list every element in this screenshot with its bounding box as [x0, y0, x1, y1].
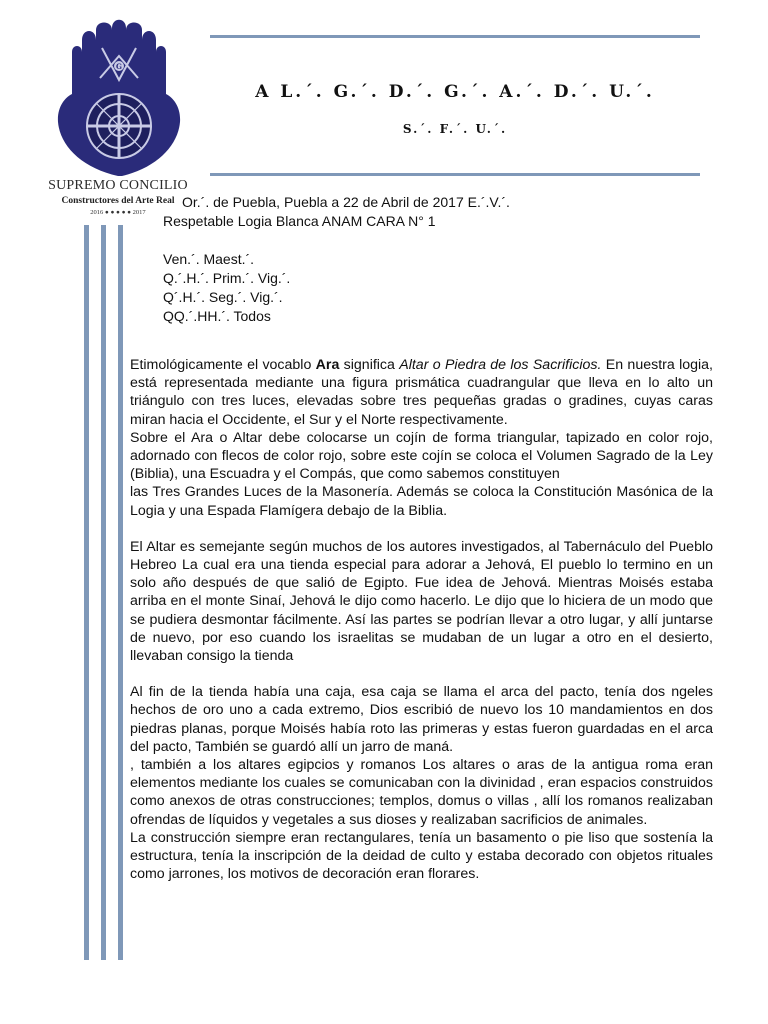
salutation-item: Q.´.H.´. Prim.´. Vig.´. [163, 270, 291, 286]
logo-title: SUPREMO CONCILIO [48, 178, 188, 193]
paragraph: , también a los altares egipcios y romanos Los altares o aras de la antigua roma eran elementos mediante los cuales se comunicaban con la divinidad , eran espacios construidos como anexos de otras construcciones; templos, domus o villas , allí los romanos realizaban ofrendas de líquidos y vegetales a sus dioses y realizaban sacrificios de animales. [130, 757, 713, 828]
salutation-item: Ven.´. Maest.´. [163, 251, 255, 267]
letter-body [130, 356, 713, 883]
logo-subtitle: Constructores del Arte Real [61, 196, 175, 206]
paragraph: El Altar es semejante según muchos de los autores investigados, al Tabernáculo del Pueblo Hebreo La cual era una tienda especial para adorar a Jehová, El pueblo lo termino en un solo año después de que salió de Egipto. Fue idea de Jehová. Mientras Moisés estaba arriba en el monte Sinaí, Jehová le dijo como hacerlo. Le dijo que lo hiciera de un modo que se pudiera desmontar fácilmente. Así las partes se podrían llevar a otro lugar, y allí juntarse de nuevo, por eso cuando los israelitas se mudaban de un lugar a otro en el desierto, llevaban consigo la tienda [130, 538, 713, 665]
salutation-item: QQ.´.HH.´. Todos [163, 308, 271, 324]
date-line: Or.´. de Puebla, Puebla a 22 de Abril de 2017 E.´.V.´. [182, 194, 510, 210]
header-bottom-rule [210, 173, 700, 176]
paragraph: Etimológicamente el vocablo Ara significa Altar o Piedra de los Sacrificios. En nuestra logia, está representada mediante una figura prismática cuadrangular que lleva en lo alto un triángulo con tres luces, elevadas sobre tres pequeñas gradas o gradines, cuyas caras miran hacia el Occidente, el Sur y el Norte respectivamente. [130, 357, 713, 428]
left-decorative-bar [101, 225, 106, 960]
paragraph: las Tres Grandes Luces de la Masonería. Además se coloca la Constitución Masónica de la Logia y una Espada Flamígera debajo de la Biblia. [130, 484, 713, 519]
paragraph: Al fin de la tienda había una caja, esa caja se llama el arca del pacto, tenía dos ngeles hechos de oro uno a cada extremo, Dios escribió de nuevo los 10 mandamientos en dos piedras planas, porque Moisés había roto las primeras y estas fueron guardadas en el arca del pacto, También se guardó allí un jarro de maná. [130, 684, 713, 755]
left-decorative-bar [118, 225, 123, 960]
hamsa-emblem-icon [42, 18, 194, 180]
header-line-1: A L.´. G.´. D.´. G.´. A.´. D.´. U.´. [255, 82, 655, 102]
logo-years: 2016 ● ● ● ● ● 2017 [90, 209, 146, 216]
header-line-2: S.´. F.´. U.´. [402, 122, 508, 136]
header-top-rule [210, 35, 700, 38]
svg-text:G: G [116, 62, 122, 71]
italic-term: Altar o Piedra de los Sacrificios. [399, 357, 602, 373]
bold-term: Ara [315, 357, 340, 373]
addressee-line: Respetable Logia Blanca ANAM CARA N° 1 [163, 213, 436, 229]
paragraph: Sobre el Ara o Altar debe colocarse un cojín de forma triangular, tapizado en color rojo, adornado con flecos de color rojo, sobre este cojín se coloca el Volumen Sagrado de la Ley (Biblia), una Escuadra y el Compás, que como sabemos constituyen [130, 429, 713, 483]
left-decorative-bar [84, 225, 89, 960]
supremo-concilio-logo [28, 18, 208, 228]
salutation-item: Q´.H.´. Seg.´. Vig.´. [163, 289, 283, 305]
paragraph: La construcción siempre eran rectangulares, tenía un basamento o pie liso que sostenía la estructura, tenía la inscripción de la deidad de culto y estaba decorado con objetos rituales como jarrones, los motivos de decoración eran florares. [130, 829, 713, 883]
